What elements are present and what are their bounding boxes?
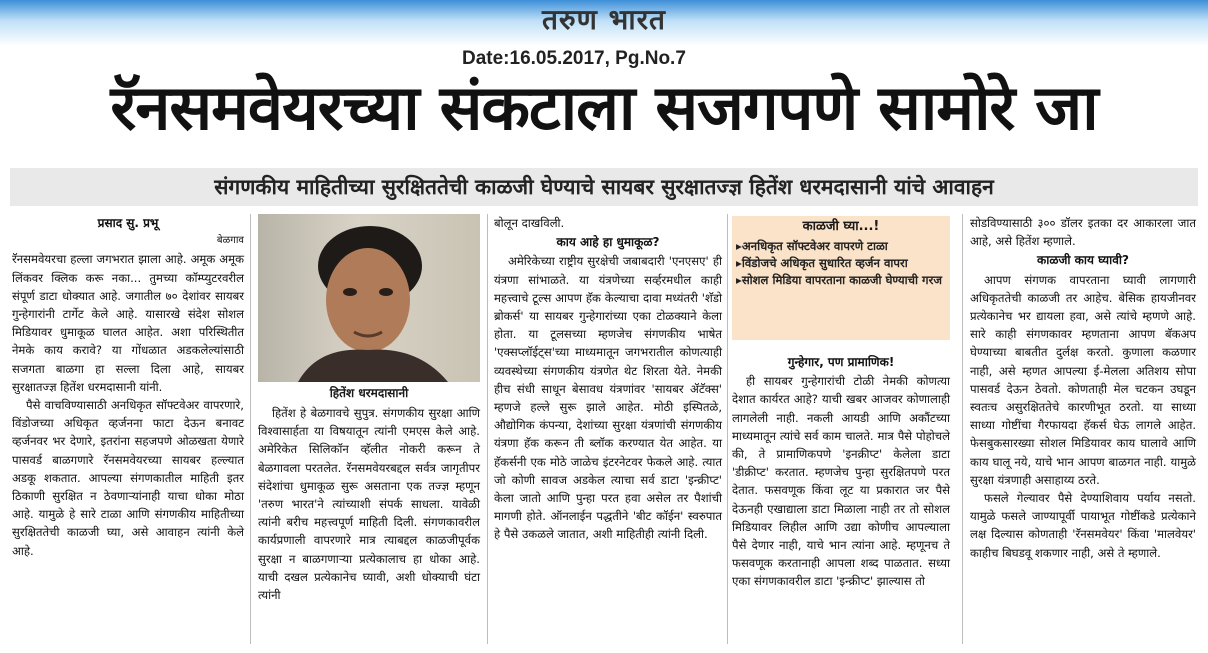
article-column-4 [732, 352, 950, 591]
paragraph: सोडविण्यासाठी ३०० डॉलर इतका दर आकारला जात आहे, असे हितेंश म्हणाले. [970, 216, 1196, 249]
tips-item: ▸अनधिकृत सॉफ्टवेअर वापरणे टाळा [736, 239, 888, 253]
column-divider [250, 214, 251, 644]
paragraph: रॅनसमवेयरचा हल्ला जगभरात झाला आहे. अमूक अमूक लिंकवर क्लिक करू नका... तुमच्या कॉम्प्युटरवरील संपूर्ण डाटा धोक्यात आहे. जगातील ७० देशांवर सायबर गुन्हेगारांनी टार्गेट केले आहे. यासारखे संदेश सोशल मिडियावर धुमाकूळ घालत आहेत. अशा परिस्थितीत नेमके काय करावे? या गोंधळात अडकलेल्यांसाठी सजगता बाळगा हा सल्ला दिला आहे, सायबर सुरक्षातज्ज्ञ हितेंश धरमदासानी यांनी. [12, 252, 244, 394]
section-subhead: काय आहे हा धुमाकूळ? [556, 235, 660, 250]
section-subhead: गुन्हेगार, पण प्रामाणिक! [787, 355, 895, 369]
byline: प्रसाद सु. प्रभू [97, 216, 159, 230]
paragraph: बोलून दाखविली. [494, 216, 565, 230]
paragraph: अमेरिकेच्या राष्ट्रीय सुरक्षेची जबाबदारी 'एनएसए' ही यंत्रणा सांभाळते. या यंत्रणेच्या सर्व्हरमधील काही महत्त्वाचे टूल्स आपण हॅक केल्याचा दावा मध्यंतरी 'शॅडो ब्रोकर्स' या सायबर गुन्हेगारांच्या एका टोळक्याने केला होता. या टूलसच्या म्हणजेच संगणकीय भाषेत 'एक्सप्लॉईट्स'च्या माध्यमातून जगभरातील कोणत्याही व्यवस्थेच्या संगणकीय यंत्रणेत थेट शिरता येते. नेमकी हीच संधी साधून बेसावध यंत्रणांवर 'सायबर ॲटॅक्स' म्हणजे हल्ले सुरू झाले आहेत. मोठी इस्पितळे, औद्योगिक कंपन्या, देशांच्या सुरक्षा यंत्रणांची संगणकीय यंत्रणा हॅक करून ती ब्लॉक करण्यात येत आहेत. या हॅकर्सनी एक मोठे जाळेच इंटरनेटवर फेकले आहे. त्यात जो कोणी सावज अडकेल त्याचा सर्व डाटा 'इन्क्रीप्ट' केला जातो आणि पुन्हा परत हवा असेल तर पैशांची मागणी होते. ऑनलाईन पद्धतीने 'बीट कॉईन' स्वरुपात हे पैसे उकळले जातात, अशी माहितीही त्यांनी दिली. [494, 254, 722, 542]
column-divider [727, 214, 728, 644]
paragraph: पैसे वाचविण्यासाठी अनधिकृत सॉफ्टवेअर वापरणारे, विंडोजच्या अधिकृत व्हर्जनना फाटा देऊन बनावट व्हर्जनवर भर देणारे, इतरांना सहजपणे ओळखता येणारे पासवर्ड बाळगणारे रॅनसमवेयरच्या सायबर हल्ल्यात अडकू शकतात. आपल्या संगणकातील माहिती इतर ठिकाणी सुरक्षित न ठेवणाऱ्यांनाही याचा धोका मोठा आहे. यामुळे हे सारे टाळा आणि संगणकीय माहितीच्या सुरक्षिततेची काळजी घ्या, असे आवाहन त्यांनी केले आहे. [12, 398, 244, 558]
portrait-illustration [258, 214, 480, 382]
tips-box-title: काळजी घ्या...! [802, 219, 880, 234]
column-divider [487, 214, 488, 644]
newspaper-title: तरुण भारत [541, 3, 667, 36]
article-column-2 [258, 404, 480, 604]
dateline: Date:16.05.2017, Pg.No.7 [462, 48, 686, 69]
subheadline: संगणकीय माहितीच्या सुरक्षिततेची काळजी घेण्याचे सायबर सुरक्षातज्ज्ञ हितेंश धरमदासानी यांचे आवाहन [10, 168, 1198, 206]
article-column-5 [970, 214, 1196, 562]
paragraph: आपण संगणक वापरताना घ्यावी लागणारी अधिकृततेची काळजी तर आहेच. बेसिक हायजीनवर प्रत्येकानेच भर द्यायला हवा, असे त्यांचे म्हणणे आहे. सारे काही संगणकावर म्हणताना आपण बॅकअप घेण्याच्या बाबतीत दुर्लक्ष करतो. कुणाला कळणार नाही, असे म्हणत आपल्या ई-मेलला अतिशय सोपा पासवर्ड देऊन ठेवतो. कोणताही मेल चटकन उघडून स्वतःच असुरक्षिततेचे कारणीभूत ठरतो. या साध्या साध्या गोष्टींचा गैरफायदा हॅकर्स घेऊ लागले आहेत. फेसबुकसारख्या सोशल मिडियावर काय घालावे आणि काय घालू नये, याचे भान आपण बाळगत नाही. यामुळे सुरक्षा यंत्रणाही असाहाय्य ठरते. [970, 272, 1196, 487]
headline: रॅनसमवेयरच्या संकटाला सजगपणे सामोरे जा [110, 71, 1098, 144]
article-column-3 [494, 214, 722, 544]
dateline-place: बेळगाव [216, 235, 244, 247]
tips-item-text: विंडोजचे अधिकृत सुधारित व्हर्जन वापरा [741, 256, 908, 270]
tips-item-text: सोशल मिडिया वापरताना काळजी घेण्याची गरज [741, 273, 942, 287]
tips-box [732, 216, 950, 340]
paragraph: फसले गेल्यावर पैसे देण्याशिवाय पर्याय नसतो. यामुळे फसले जाण्यापूर्वी पायाभूत गोष्टींकडे प्रत्येकाने लक्ष दिल्यास कोणताही 'रॅनसमवेयर' किंवा 'मालवेयर' काहीच बिघडवू शकणार नाही, असे ते म्हणाले. [970, 491, 1196, 560]
masthead-band [0, 0, 1208, 46]
photo-caption: हितेंश धरमदासानी [329, 386, 409, 400]
paragraph: हितेंश हे बेळगावचे सुपुत्र. संगणकीय सुरक्षा आणि विश्वासार्हता या विषयातून त्यांनी एमएस केले आहे. अमेरिकेत सिलिकॉन व्हॅलीत नोकरी करून ते बेळगावला परतलेत. रॅनसमवेयरबद्दल सर्वत्र जागृतीपर संदेशांचा धुमाकूळ सुरू असताना एक तज्ज्ञ म्हणून 'तरुण भारत'ने त्यांच्याशी संपर्क साधला. यावेळी त्यांनी बरीच महत्त्वपूर्ण माहिती दिली. संगणकावरील कार्यप्रणाली वापरणारे मात्र त्याबद्दल काळजीपूर्वक सुरक्षा न बाळगणाऱ्या प्रत्येकालाच हा धोका आहे. याची दखल प्रत्येकानेच घ्यावी, अशी धोक्याची घंटा त्यांनी [258, 406, 480, 603]
tips-item: ▸विंडोजचे अधिकृत सुधारित व्हर्जन वापरा [736, 256, 908, 270]
portrait-photo [258, 214, 480, 382]
article-column-1 [12, 214, 244, 560]
tips-item: ▸सोशल मिडिया वापरताना काळजी घेण्याची गरज [736, 273, 942, 287]
column-divider [962, 214, 963, 644]
section-subhead: काळजी काय घ्यावी? [1037, 253, 1129, 268]
paragraph: ही सायबर गुन्हेगारांची टोळी नेमकी कोणत्या देशात कार्यरत आहे? याची खबर आजवर कोणालाही लागलेली नाही. नकली आयडी आणि अकौंटच्या माध्यमातून त्यांचे सर्व काम चालते. मात्र पैसे पोहोचले की, ते प्रामाणिकपणे 'इनक्रीप्ट' केलेला डाटा 'डीक्रीप्ट' करतात. म्हणजेच पुन्हा सुरक्षितपणे परत देतात. फसवणूक किंवा लूट या प्रकारात जर पैसे देऊनही एखाद्याला डाटा मिळाला नाही तर तो सोशल मिडियावर लिहील आणि उद्या कोणीच आपल्याला पैसे देणार नाही, याचे भान त्यांना आहे. म्हणूनच ते फसवणूक करतानाही आपला शब्द पाळतात. सध्या एका संगणकावरील डाटा 'इन्क्रीप्ट' झाल्यास तो [732, 374, 950, 589]
tips-item-text: अनधिकृत सॉफ्टवेअर वापरणे टाळा [741, 239, 888, 253]
